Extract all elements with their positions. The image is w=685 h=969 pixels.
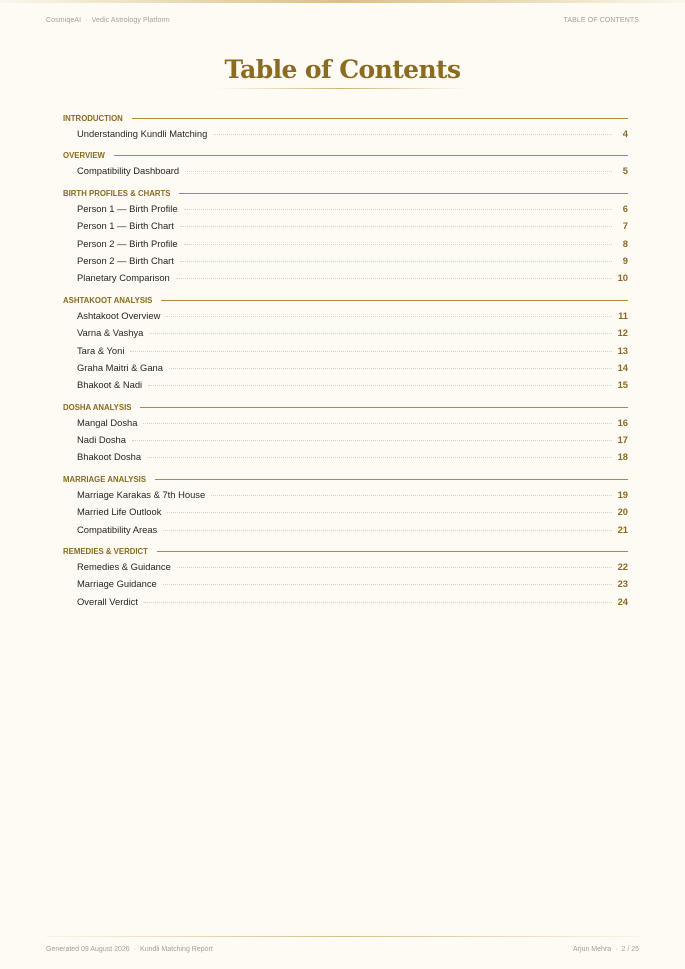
toc-section bbox=[63, 545, 628, 613]
footer-left-group bbox=[46, 946, 213, 953]
footer-report-name: Kundli Matching Report bbox=[140, 946, 213, 953]
toc-entry-title[interactable]: Nadi Dosha bbox=[77, 434, 126, 446]
toc-entry[interactable] bbox=[63, 561, 628, 578]
toc-dot-leader bbox=[163, 530, 611, 531]
toc-section-rule bbox=[161, 300, 628, 301]
top-decorative-gradient bbox=[0, 0, 685, 3]
toc-section-rule bbox=[140, 407, 628, 408]
toc-dot-leader bbox=[148, 385, 611, 386]
toc-entry-page-number[interactable]: 22 bbox=[617, 561, 628, 573]
toc-entry[interactable] bbox=[63, 506, 628, 523]
running-footer bbox=[46, 946, 639, 953]
toc-dot-leader bbox=[185, 171, 612, 172]
toc-section-header bbox=[63, 545, 628, 558]
toc-entry-title[interactable]: Person 2 — Birth Profile bbox=[77, 237, 178, 249]
toc-entry-title[interactable]: Understanding Kundli Matching bbox=[77, 128, 208, 139]
toc-dot-leader bbox=[167, 512, 611, 513]
toc-entry[interactable] bbox=[63, 272, 628, 289]
toc-entry[interactable] bbox=[63, 128, 628, 145]
toc-section-header bbox=[63, 149, 628, 162]
toc-section bbox=[63, 112, 628, 145]
running-header bbox=[46, 17, 639, 24]
toc-entry-title[interactable]: Overall Verdict bbox=[77, 595, 138, 607]
toc-section bbox=[63, 149, 628, 182]
toc-entry[interactable] bbox=[63, 220, 628, 237]
footer-divider bbox=[46, 936, 639, 937]
toc-dot-leader bbox=[132, 440, 612, 441]
toc-dot-leader bbox=[166, 316, 612, 317]
toc-entry[interactable] bbox=[63, 203, 628, 220]
toc-entry-title[interactable]: Marriage Guidance bbox=[77, 578, 157, 590]
toc-entry-title[interactable]: Married Life Outlook bbox=[77, 506, 162, 518]
toc-entry-title[interactable]: Graha Maitri & Gana bbox=[77, 361, 163, 373]
toc-dot-leader bbox=[184, 209, 612, 210]
page-title: Table of Contents bbox=[224, 55, 461, 84]
toc-entry-title[interactable]: Tara & Yoni bbox=[77, 344, 125, 356]
toc-entry[interactable] bbox=[63, 596, 628, 613]
toc-section-header bbox=[63, 187, 628, 200]
toc-entry-title[interactable]: Person 2 — Birth Chart bbox=[77, 254, 174, 266]
toc-entry-title[interactable]: Ashtakoot Overview bbox=[77, 309, 161, 321]
header-brand-group bbox=[46, 17, 170, 24]
toc-entry-page-number[interactable]: 23 bbox=[617, 578, 628, 590]
toc-section-label: ASHTAKOOT ANALYSIS bbox=[63, 295, 153, 305]
toc-entry-page-number[interactable]: 20 bbox=[617, 506, 628, 518]
toc-entry-page-number[interactable]: 8 bbox=[622, 237, 628, 249]
toc-dot-leader bbox=[211, 495, 611, 496]
toc-dot-leader bbox=[180, 261, 612, 262]
toc-entry-page-number[interactable]: 21 bbox=[617, 523, 628, 535]
header-separator: · bbox=[85, 17, 88, 24]
toc-section bbox=[63, 294, 628, 397]
toc-section bbox=[63, 401, 628, 469]
toc-entry-page-number[interactable]: 11 bbox=[618, 309, 628, 321]
toc-entry-page-number[interactable]: 14 bbox=[617, 361, 628, 373]
toc-section-label: DOSHA ANALYSIS bbox=[63, 402, 132, 412]
toc-entry[interactable] bbox=[63, 489, 628, 506]
toc-section bbox=[63, 473, 628, 541]
toc-dot-leader bbox=[144, 602, 612, 603]
toc-dot-leader bbox=[184, 244, 612, 245]
toc-entry[interactable] bbox=[63, 434, 628, 451]
toc-entry[interactable] bbox=[63, 362, 628, 379]
toc-dot-leader bbox=[176, 278, 612, 279]
toc-section-header bbox=[63, 112, 628, 125]
footer-separator: · bbox=[133, 946, 137, 953]
footer-generated-date: Generated 09 August 2026 bbox=[46, 946, 130, 953]
toc-section-rule bbox=[132, 118, 628, 119]
toc-entry[interactable] bbox=[63, 524, 628, 541]
toc-entry-title[interactable]: Mangal Dosha bbox=[77, 416, 138, 428]
toc-section-rule bbox=[157, 551, 628, 552]
toc-section-header bbox=[63, 294, 628, 307]
toc-entry[interactable] bbox=[63, 238, 628, 255]
toc-section bbox=[63, 187, 628, 290]
toc-entry[interactable] bbox=[63, 165, 628, 182]
header-section-label: TABLE OF CONTENTS bbox=[563, 17, 639, 24]
toc-entry-title[interactable]: Varna & Vashya bbox=[77, 327, 144, 339]
toc-section-header bbox=[63, 401, 628, 414]
toc-entry-page-number[interactable]: 24 bbox=[617, 595, 628, 607]
toc-entry-page-number[interactable]: 5 bbox=[622, 165, 628, 177]
toc-section-rule bbox=[155, 479, 628, 480]
header-tagline: Vedic Astrology Platform bbox=[91, 17, 170, 24]
toc-section-header bbox=[63, 473, 628, 486]
toc-entry-title[interactable]: Compatibility Areas bbox=[77, 523, 158, 535]
footer-separator-right: · bbox=[615, 946, 618, 953]
toc-dot-leader bbox=[149, 333, 611, 334]
footer-person-name: Arjun Mehra bbox=[573, 946, 612, 953]
toc-entry-title[interactable]: Remedies & Guidance bbox=[77, 561, 171, 573]
toc-entry[interactable] bbox=[63, 379, 628, 396]
header-brand: CosmiqeAI bbox=[46, 17, 82, 24]
toc-entry[interactable] bbox=[63, 310, 628, 327]
toc-entry-page-number[interactable]: 15 bbox=[617, 379, 628, 391]
toc-entry-page-number[interactable]: 4 bbox=[622, 128, 628, 139]
table-of-contents bbox=[63, 112, 628, 617]
toc-entry-page-number[interactable]: 13 bbox=[617, 344, 628, 356]
toc-entry-page-number[interactable]: 12 bbox=[617, 327, 628, 339]
footer-right-group bbox=[573, 946, 639, 953]
toc-section-label: OVERVIEW bbox=[63, 151, 105, 161]
toc-entry-title[interactable]: Bhakoot & Nadi bbox=[77, 379, 143, 391]
toc-entry[interactable] bbox=[63, 345, 628, 362]
toc-section-label: REMEDIES & VERDICT bbox=[63, 547, 148, 557]
toc-dot-leader bbox=[213, 134, 612, 135]
title-block bbox=[0, 55, 685, 84]
toc-entry-title[interactable]: Planetary Comparison bbox=[77, 272, 170, 284]
toc-entry-page-number[interactable]: 10 bbox=[617, 272, 628, 284]
title-underline bbox=[215, 88, 470, 89]
toc-section-rule bbox=[114, 155, 628, 156]
toc-dot-leader bbox=[130, 351, 611, 352]
toc-entry-page-number[interactable]: 16 bbox=[617, 416, 628, 428]
toc-entry-title[interactable]: Bhakoot Dosha bbox=[77, 451, 142, 463]
toc-dot-leader bbox=[163, 584, 612, 585]
toc-dot-leader bbox=[147, 457, 611, 458]
toc-entry[interactable] bbox=[63, 255, 628, 272]
toc-section-label: INTRODUCTION bbox=[63, 114, 123, 123]
toc-entry[interactable] bbox=[63, 578, 628, 595]
toc-entry[interactable] bbox=[63, 327, 628, 344]
toc-entry-page-number[interactable]: 18 bbox=[617, 451, 628, 463]
toc-entry-title[interactable]: Marriage Karakas & 7th House bbox=[77, 488, 206, 500]
toc-section-label: MARRIAGE ANALYSIS bbox=[63, 474, 147, 484]
toc-section-label: BIRTH PROFILES & CHARTS bbox=[63, 188, 171, 198]
toc-entry-title[interactable]: Person 1 — Birth Profile bbox=[77, 202, 178, 214]
toc-entry-page-number[interactable]: 6 bbox=[622, 202, 628, 214]
toc-dot-leader bbox=[180, 226, 612, 227]
toc-entry-page-number[interactable]: 9 bbox=[622, 254, 628, 266]
toc-entry[interactable] bbox=[63, 451, 628, 468]
toc-entry-title[interactable]: Compatibility Dashboard bbox=[77, 165, 180, 177]
toc-entry-page-number[interactable]: 17 bbox=[617, 434, 628, 446]
toc-dot-leader bbox=[169, 368, 612, 369]
toc-entry-title[interactable]: Person 1 — Birth Chart bbox=[77, 220, 174, 232]
toc-entry-page-number[interactable]: 19 bbox=[617, 488, 628, 500]
toc-entry-page-number[interactable]: 7 bbox=[622, 220, 628, 232]
toc-entry[interactable] bbox=[63, 417, 628, 434]
footer-page-number: 2 / 25 bbox=[621, 946, 639, 953]
toc-section-rule bbox=[179, 193, 628, 194]
toc-dot-leader bbox=[143, 423, 611, 424]
toc-dot-leader bbox=[177, 567, 612, 568]
